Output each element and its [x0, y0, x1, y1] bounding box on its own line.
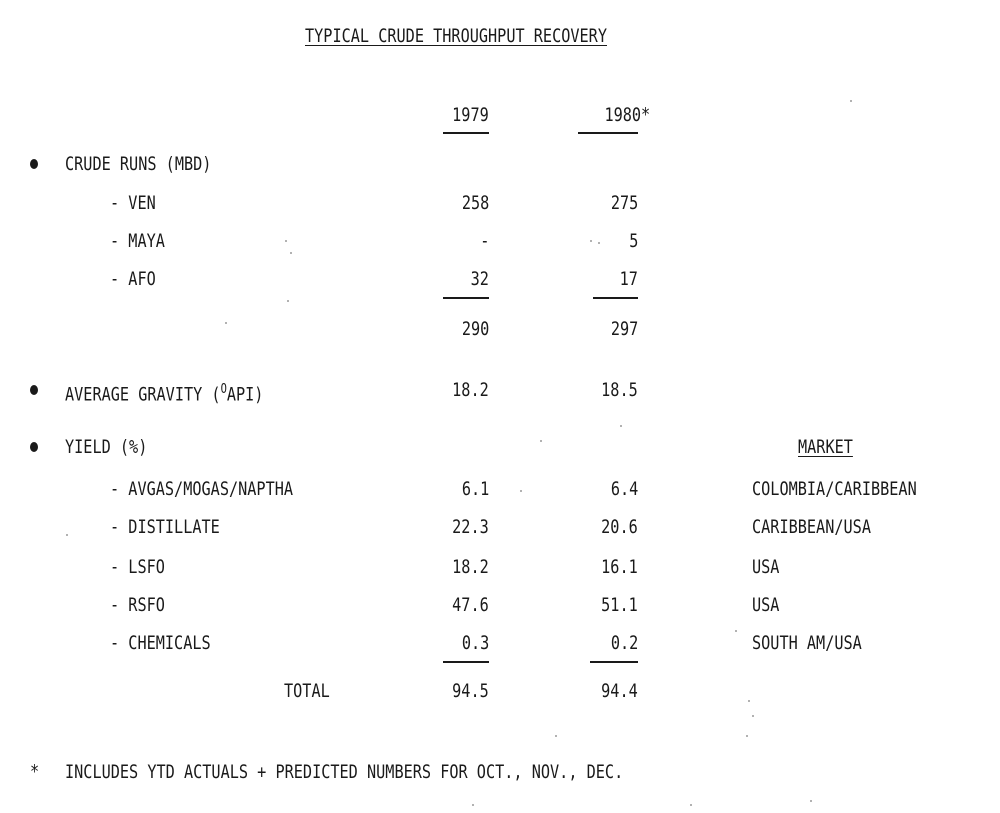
scan-speck	[690, 804, 692, 806]
section-label-crude-runs: CRUDE RUNS (MBD)	[65, 153, 212, 175]
page-title: TYPICAL CRUDE THROUGHPUT RECOVERY	[305, 25, 607, 47]
column-header-market: MARKET	[798, 436, 853, 458]
crude-runs-row-1979: -	[479, 230, 489, 252]
section-label-gravity	[65, 379, 263, 405]
yield-row-market: SOUTH AM/USA	[752, 632, 862, 654]
crude-runs-row-label: - AFO	[110, 268, 156, 290]
yield-row-1980: 20.6	[601, 516, 638, 538]
yield-row-1980: 51.1	[601, 594, 638, 616]
yield-row-market: CARIBBEAN/USA	[752, 516, 871, 538]
scan-speck	[472, 804, 474, 806]
scan-speck	[225, 322, 227, 324]
footnote-marker: *	[30, 761, 40, 783]
gravity-label-prefix: AVERAGE GRAVITY (	[65, 383, 221, 406]
section-label-yield: YIELD (%)	[65, 436, 148, 458]
yield-row-label: - DISTILLATE	[110, 516, 220, 538]
scan-speck	[620, 425, 622, 427]
scan-speck	[598, 242, 600, 244]
scan-speck	[555, 735, 557, 737]
yield-total-1979: 94.5	[452, 680, 489, 702]
gravity-label-degree: O	[220, 382, 227, 397]
scan-speck	[287, 300, 289, 302]
gravity-label-suffix: API)	[226, 383, 264, 406]
scan-speck	[810, 800, 812, 802]
crude-runs-row-label: - MAYA	[110, 230, 165, 252]
crude-runs-row-1980: 5	[628, 230, 638, 252]
scan-speck	[752, 715, 754, 717]
yield-row-1980: 6.4	[610, 478, 638, 500]
yield-subtotal-line-1979	[443, 661, 489, 663]
yield-row-1979: 18.2	[452, 556, 489, 578]
scan-speck	[735, 630, 737, 632]
yield-row-1979: 6.1	[461, 478, 489, 500]
scan-speck	[590, 240, 592, 242]
column-header-1980-underline	[578, 132, 638, 134]
column-header-1980: 1980*	[604, 104, 650, 126]
crude-runs-row-1979: 258	[461, 192, 489, 214]
yield-total-1980: 94.4	[601, 680, 638, 702]
yield-row-label: - RSFO	[110, 594, 165, 616]
scan-speck	[520, 490, 522, 492]
scan-speck	[746, 735, 748, 737]
bullet-crude-runs	[30, 159, 38, 169]
yield-total-label: TOTAL	[284, 680, 330, 702]
yield-row-1979: 22.3	[452, 516, 489, 538]
bullet-yield	[30, 442, 38, 452]
crude-runs-total-1979: 290	[461, 318, 489, 340]
scan-speck	[540, 440, 542, 442]
footnote-text: INCLUDES YTD ACTUALS + PREDICTED NUMBERS FOR OCT., NOV., DEC.	[65, 761, 624, 783]
yield-row-label: - LSFO	[110, 556, 165, 578]
crude-runs-row-1980: 17	[619, 268, 638, 290]
yield-row-market: COLOMBIA/CARIBBEAN	[752, 478, 917, 500]
yield-row-1980: 16.1	[601, 556, 638, 578]
yield-row-1980: 0.2	[610, 632, 638, 654]
scan-speck	[748, 700, 750, 702]
yield-row-market: USA	[752, 594, 780, 616]
crude-runs-row-1980: 275	[610, 192, 638, 214]
column-header-1979: 1979	[452, 104, 489, 126]
crude-runs-row-1979: 32	[470, 268, 489, 290]
scan-speck	[850, 100, 852, 102]
crude-runs-subtotal-line-1979	[443, 297, 489, 299]
yield-row-market: USA	[752, 556, 780, 578]
column-header-1979-underline	[443, 132, 489, 134]
yield-row-1979: 0.3	[461, 632, 489, 654]
yield-row-1979: 47.6	[452, 594, 489, 616]
gravity-1980: 18.5	[601, 379, 638, 401]
scan-speck	[66, 534, 68, 536]
gravity-1979: 18.2	[452, 379, 489, 401]
yield-subtotal-line-1980	[590, 661, 638, 663]
yield-row-label: - AVGAS/MOGAS/NAPTHA	[110, 478, 294, 500]
bullet-gravity	[30, 385, 38, 395]
crude-runs-subtotal-line-1980	[593, 297, 638, 299]
scan-speck	[285, 240, 287, 242]
scan-speck	[290, 252, 292, 254]
yield-row-label: - CHEMICALS	[110, 632, 211, 654]
crude-runs-total-1980: 297	[610, 318, 638, 340]
crude-runs-row-label: - VEN	[110, 192, 156, 214]
